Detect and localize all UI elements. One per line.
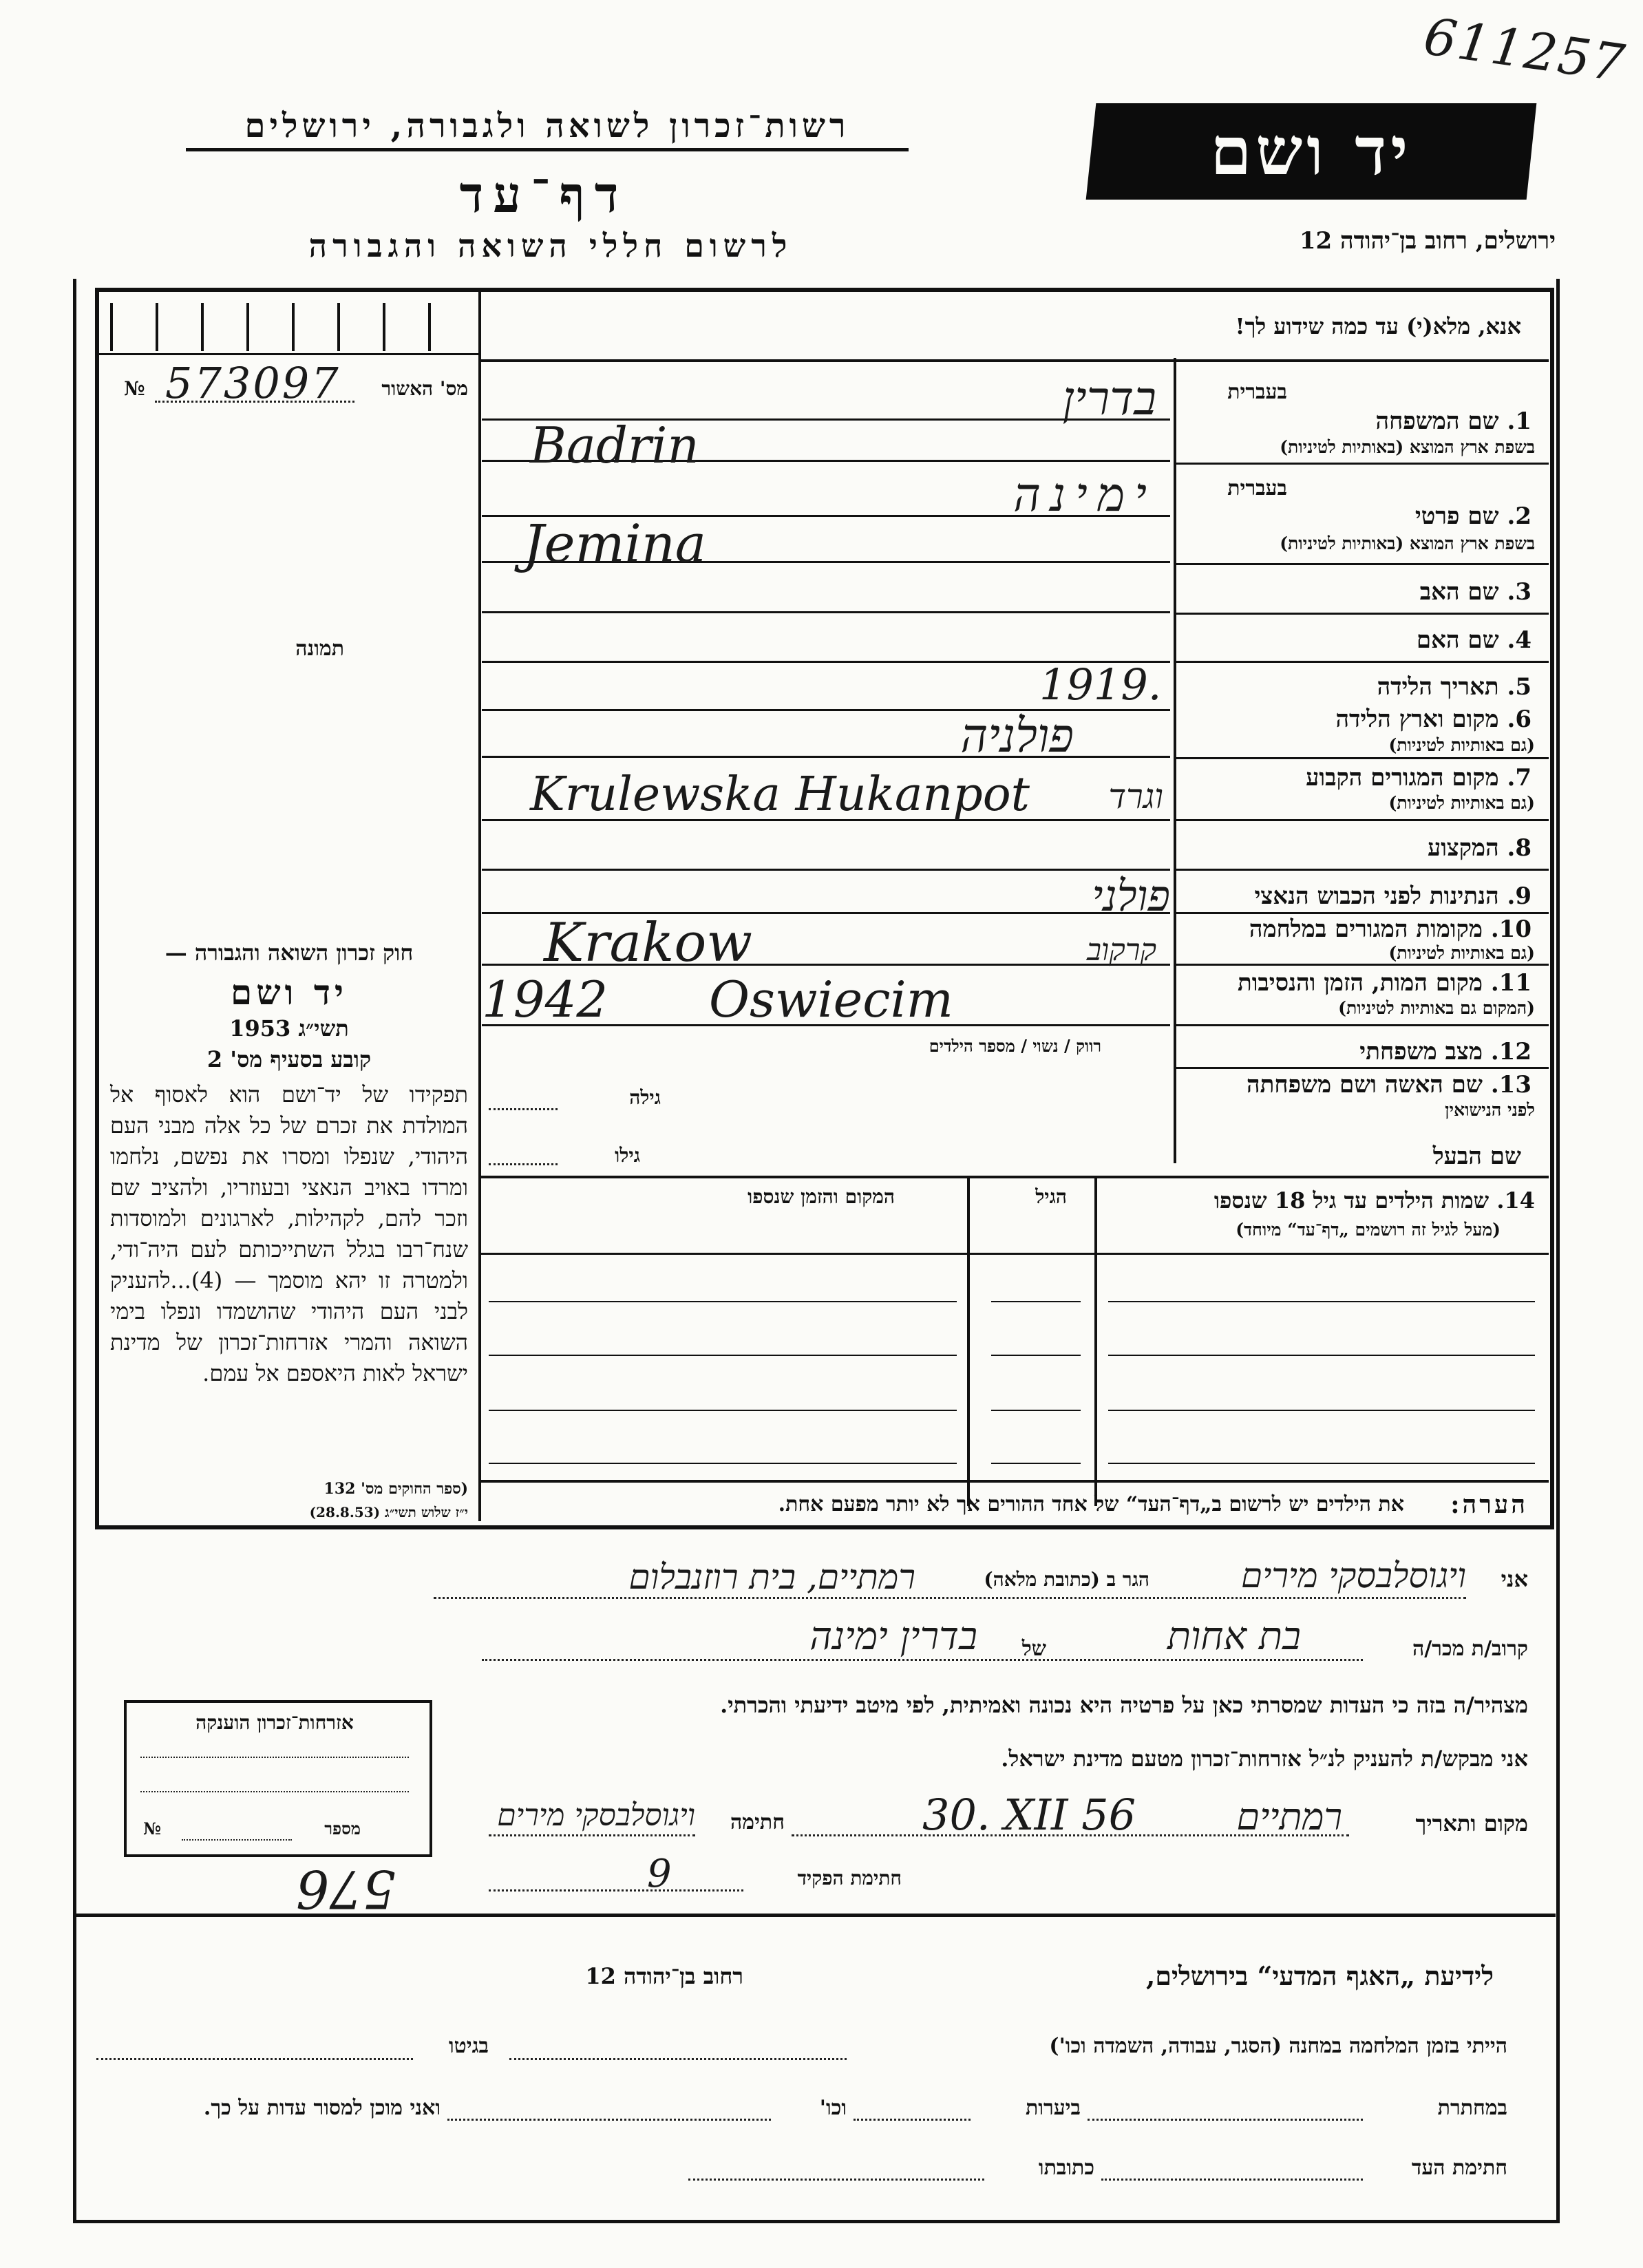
value-first-name-he: ימינה [1013, 468, 1156, 522]
field-6-text: מקום וארץ הלידה [1335, 706, 1499, 733]
field-7-text: מקום המגורים הקבוע [1306, 764, 1499, 792]
note-text: את הילדים יש לרשום ב„דף־העד“ של אחד ההורים אך לא יותר מפעם אחת. [778, 1492, 1404, 1516]
value-citizenship: פולני [1092, 871, 1170, 921]
field-5-text: תאריך הלידה [1377, 673, 1499, 701]
field-6-num: 6. [1507, 706, 1531, 733]
yad-vashem-logo [1086, 103, 1537, 200]
decl-date-value: 30. XII 56 [922, 1790, 1136, 1840]
value-family-name-he: בדרין [1062, 372, 1156, 426]
children-label: 14. שמות הילדים עד גיל 18 שנספו [1213, 1187, 1535, 1214]
footer-row2-a: במחתרת [1437, 2096, 1507, 2120]
box-number-label: מספר [324, 1819, 361, 1838]
field-10-sub: (גם באותיות לטיניות) [1388, 943, 1535, 963]
field-12-text: מצב משפחתי [1359, 1038, 1483, 1066]
box-number-mark: № [143, 1819, 162, 1838]
file-number: 611257 [1419, 6, 1629, 94]
value-war-residence-he: קרקוב [1086, 933, 1156, 968]
law-ref-1: (ספר החוקים מס' 132 [324, 1480, 468, 1498]
footer-row2-d: ואני מוכן למסור עדות על כך. [203, 2096, 441, 2120]
value-birth-place: פולניה [960, 709, 1074, 763]
field-2-num: 2. [1507, 502, 1531, 530]
header-address: ירושלים, רחוב בן־יהודה 12 [1299, 227, 1556, 255]
decl-signature-value: ויגוסלבסקי מירים [497, 1798, 695, 1833]
field-13-sub: לפני הנישואין [1445, 1100, 1535, 1120]
field-2-sub: בשפת ארץ המוצא (באותיות לטיניות) [1280, 533, 1535, 553]
age-label: גילה [629, 1086, 661, 1109]
field-8-text: המקצוע [1427, 834, 1499, 862]
family-status-hint: רווק / נשוי / מספר הילדים [929, 1036, 1101, 1056]
form-instruction: אנא, מלא(י) עד כמה שידוע לך! [1235, 313, 1521, 339]
in-hebrew-2: בעברית [1227, 476, 1287, 500]
field-7-sub: (גם באותיות לטיניות) [1388, 793, 1535, 813]
decl-resident-value: רמתיים, בית רוזנבלום [628, 1557, 915, 1597]
org-line: רשות־זכרון לשואה ולגבורה, ירושלים [186, 107, 909, 151]
footer-title: לידיעת „האגף המדעי“ בירושלים, [1146, 1960, 1494, 1991]
field-11-text: מקום המות, הזמן והנסיבות [1237, 969, 1483, 997]
value-death-place: Oswiecim [709, 971, 953, 1028]
law-text: תפקידו של יד־ושם הוא לאסוף אל המולדת את זכרם של כל אלה מבני העם היהודי, שנפלו ומסרו את נפשם, נלחמו ומרדו באויב הנאצי ובעוזריו, ולהציב שם וזכר להם, לקהילות, לארגונים ולמוסדות שנח־רבו בגלל השתייכותם לעם היה־ודי, ולמטרה זו יהא מוסמך — (4)...להעניק לבני העם היהודי שהושמדו ונפלו בימי השואה והמרי אזרחות־זכרון של מדינת ישראל לאות היאספם אל עמם. [110, 1081, 468, 1386]
husband-label: שם הבעל [1432, 1143, 1521, 1170]
field-2-text: שם פרטי [1414, 502, 1499, 530]
field-1-sub: בשפת ארץ המוצא (באותיות לטיניות) [1280, 437, 1535, 457]
reg-value: 573097 [165, 358, 341, 408]
decl-of-value: בדרין ימינה [809, 1614, 977, 1659]
field-13-text: שם האשה ושם משפחתה [1247, 1071, 1483, 1099]
field-6-sub: (גם באותיות לטיניות) [1388, 735, 1535, 755]
decl-place-date-label: מקום ותאריך [1415, 1810, 1528, 1836]
field-11-num: 11. [1490, 969, 1531, 997]
value-family-name-lat: Badrin [530, 416, 699, 474]
field-3-text: שם האב [1419, 578, 1499, 606]
footer-row3-b: כתובתו [1038, 2156, 1094, 2180]
field-13-num: 13. [1490, 1071, 1531, 1099]
note-label: הערה: [1450, 1490, 1528, 1519]
law-year: תשי״ג 1953 [229, 1015, 349, 1041]
footer-row1-a: הייתי בזמן המלחמה במחנה (הסגר, עבודה, השמדה וכו') [1049, 2034, 1507, 2058]
children-sub: (מעל לגיל זה רושמים „דף־עד“ מיוחד) [1236, 1220, 1501, 1240]
field-4-num: 4. [1507, 626, 1531, 654]
photo-label: תמונה [295, 637, 344, 661]
law-name: יד ושם [231, 972, 348, 1013]
decl-margin-mark: 576 [296, 1858, 396, 1920]
in-hebrew-1: בעברית [1227, 380, 1287, 404]
field-8-num: 8. [1507, 834, 1531, 862]
logo-text: יד ושם [1210, 112, 1412, 190]
value-first-name-lat: Jemina [523, 513, 707, 574]
box-title: אזרחות־זכרון הוענקה [195, 1711, 354, 1734]
decl-i-value: ויגוסלבסקי מירים [1241, 1556, 1466, 1596]
footer-row3-a: חתימת העד [1411, 2156, 1507, 2180]
page-title: דף־עד [459, 165, 628, 224]
field-10-num: 10. [1490, 915, 1531, 943]
law-ref-2: י״ז שלוש תשי״ג (28.8.53) [309, 1504, 468, 1520]
footer-row1-b: בגיטו [448, 2034, 489, 2058]
law-clause: קובע בסעיף מס' 2 [206, 1046, 372, 1072]
field-9-num: 9. [1507, 882, 1531, 910]
reg-no-mark: № [124, 377, 145, 400]
value-residence-he: וגרד [1108, 776, 1163, 816]
field-7-num: 7. [1507, 764, 1531, 792]
decl-request: אני מבקש/ת להעניק לנ״ל אזרחות־זכרון מטעם מדינת ישראל. [1001, 1746, 1528, 1772]
law-title: חוק זכרון השואה והגבורה — [165, 940, 414, 966]
field-1-text: שם המשפחה [1375, 407, 1499, 435]
age-label-2: גילו [615, 1144, 640, 1167]
field-5-num: 5. [1507, 673, 1531, 701]
decl-relative-value: בת אחות [1167, 1614, 1301, 1659]
decl-place-value: רמתיים [1236, 1795, 1342, 1838]
footer-address: רחוב בן־יהודה 12 [585, 1963, 743, 1989]
page-subtitle: לרשום חללי השואה והגבורה [308, 227, 793, 264]
value-residence-lat: Krulewska Hukanpot [530, 767, 1030, 822]
children-age-header: הגיל [1035, 1185, 1067, 1208]
field-12-num: 12. [1490, 1038, 1531, 1066]
decl-statement: מצהיר/ה בזה כי העדות שמסרתי כאן על פרטיה היא נכונה ואמיתית, לפי מיטב ידיעתי והכרתי. [720, 1692, 1528, 1718]
decl-of-label: של [1021, 1637, 1046, 1661]
field-4-text: שם האם [1416, 626, 1499, 654]
value-war-residence-lat: Krakow [544, 912, 753, 974]
decl-signature-label: חתימה [730, 1810, 785, 1834]
field-3-num: 3. [1507, 578, 1531, 606]
decl-i-label: אני [1501, 1566, 1528, 1592]
value-death-year: 1942 [482, 971, 608, 1028]
decl-clerk-label: חתימת הפקיד [797, 1867, 902, 1889]
decl-relative-label: קרוב/ת מכר/ה [1412, 1637, 1528, 1661]
field-9-text: הנתינות לפני הכבוש הנאצי [1254, 882, 1499, 910]
page-frame [73, 279, 1560, 2223]
decl-clerk-mark: 9 [647, 1852, 672, 1896]
field-1-num: 1. [1507, 407, 1531, 435]
reg-label: מס' האשור [381, 377, 468, 400]
field-11-sub: (המקום גם באותיות לטיניות) [1338, 998, 1535, 1018]
field-10-text: מקומות המגורים במלחמה [1249, 915, 1483, 943]
footer-row2-b: ביערות [1025, 2096, 1081, 2120]
value-birth-date: 1919. [1039, 659, 1162, 710]
footer-row2-c: וכו' [819, 2096, 847, 2120]
decl-resident-label: הגר ב (כתובת מלאה) [984, 1568, 1149, 1591]
children-place-header: המקום והזמן שנספו [748, 1185, 895, 1208]
